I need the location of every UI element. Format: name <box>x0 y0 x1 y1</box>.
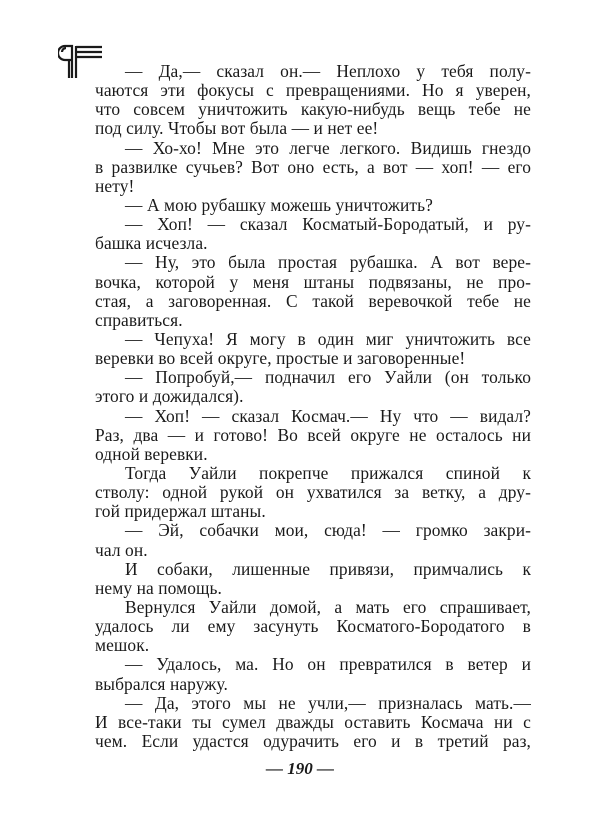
text-line: — Хоп! — сказал Космач.— Ну что — видал? <box>125 405 531 426</box>
text-line: что совсем уничтожить какую-нибудь вещь тебе не <box>95 99 531 120</box>
text-line: веревки во всей округе, простые и заговоренные! <box>95 348 466 369</box>
text-line: стая, а заговоренная. С такой веревочкой тебе не <box>95 290 531 311</box>
text-line: — Хо-хо! Мне это легче легкого. Видишь гнездо <box>125 137 531 158</box>
text-line: Тогда Уайли покрепче прижался спиной к <box>125 462 531 483</box>
body-text <box>95 62 531 751</box>
text-line: И собаки, лишенные привязи, примчались к <box>125 558 531 579</box>
text-line: — А мою рубашку можешь уничтожить? <box>125 194 433 215</box>
text-line: — Ну, это была простая рубашка. А вот вере- <box>125 252 531 273</box>
text-line: чал он. <box>95 539 148 560</box>
text-line: этого и дожидался). <box>95 386 244 407</box>
text-line: И все-таки ты сумел дважды оставить Космача ни с <box>95 711 531 732</box>
text-line: стволу: одной рукой он ухватился за ветку, а дру- <box>95 482 531 503</box>
text-line: Раз, два — и готово! Во всей округе не осталось ни <box>95 424 531 445</box>
text-line: мешок. <box>95 635 150 656</box>
text-line: вочка, которой у меня штаны подвязаны, не про- <box>95 271 531 292</box>
text-line: под силу. Чтобы вот была — и нет ее! <box>95 118 379 139</box>
text-line: чем. Если удастся одурачить его и в третий раз, <box>95 730 531 751</box>
text-line: башка исчезла. <box>95 233 208 254</box>
text-line: удалось ли ему засунуть Косматого-Бородатого в <box>95 616 531 637</box>
text-line: — Да,— сказал он.— Неплохо у тебя полу- <box>125 61 531 81</box>
text-line: гой придержал штаны. <box>95 501 266 522</box>
text-line: — Хоп! — сказал Косматый-Бородатый, и ру- <box>125 214 531 235</box>
text-line: справиться. <box>95 309 183 330</box>
page-number: — 190 — <box>266 759 334 778</box>
text-line: в развилке сучьев? Вот оно есть, а вот — хоп! — его <box>95 156 531 177</box>
text-line: чаются эти фокусы с превращениями. Но я уверен, <box>95 80 531 101</box>
text-line: нету! <box>95 175 135 196</box>
text-line: — Да, этого мы не учли,— призналась мать.— <box>125 692 531 713</box>
text-line: — Удалось, ма. Но он превратился в ветер и <box>125 654 531 675</box>
text-line: — Попробуй,— подначил его Уайли (он только <box>125 367 531 388</box>
text-line: Вернулся Уайли домой, а мать его спрашивает, <box>125 596 531 617</box>
text-line: — Чепуха! Я могу в один миг уничтожить все <box>125 328 531 349</box>
text-line: одной веревки. <box>95 443 208 464</box>
text-line: выбрался наружу. <box>95 673 228 694</box>
text-line: — Эй, собачки мои, сюда! — громко закри- <box>125 520 531 541</box>
text-line: нему на помощь. <box>95 577 222 598</box>
